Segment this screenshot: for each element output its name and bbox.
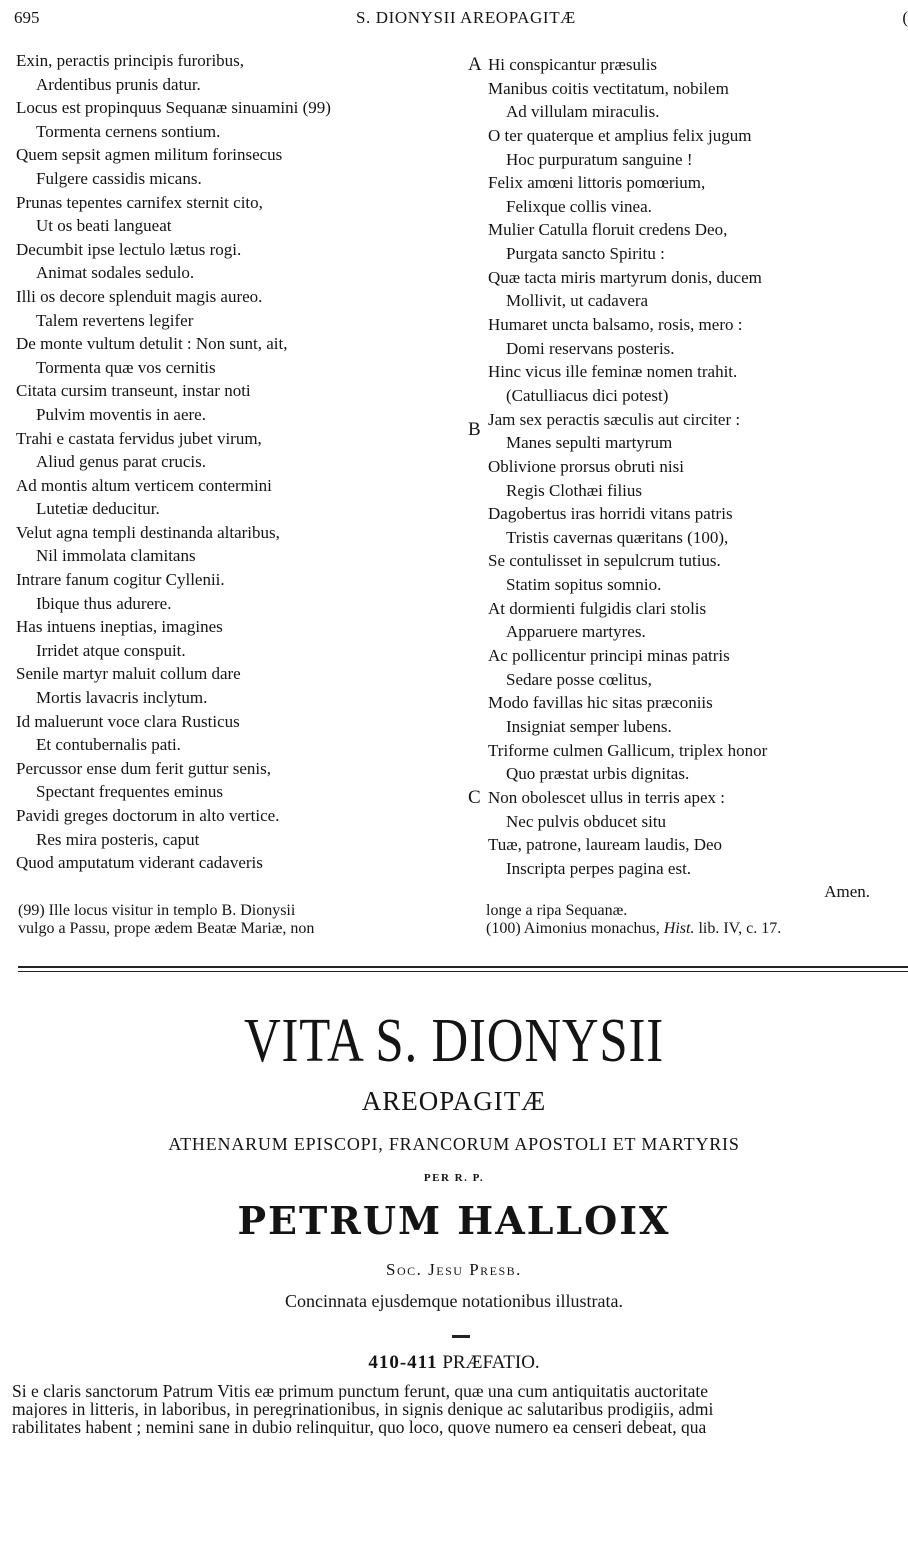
verse-text: Nil immolata clamitans xyxy=(36,546,196,566)
left-verse-line xyxy=(16,450,456,474)
right-verse-line xyxy=(466,715,908,739)
verse-text: Animat sodales sedulo. xyxy=(36,263,195,283)
section-rule-bottom xyxy=(18,971,908,972)
verse-text: Jam sex peractis sæculis aut circiter : xyxy=(488,409,741,429)
footnote-line: vulgo a Passu, prope ædem Beatæ Mariæ, non xyxy=(18,920,315,937)
left-verse-line xyxy=(16,474,456,498)
verse-text: Mollivit, ut cadavera xyxy=(506,291,649,311)
left-verse-line xyxy=(16,309,456,333)
right-verse-line xyxy=(466,242,908,266)
left-verse-line xyxy=(16,379,456,403)
footnote-100 xyxy=(486,902,781,938)
right-verse-line xyxy=(466,171,908,195)
preface-title: PRÆFATIO. xyxy=(442,1352,540,1373)
verse-text: Triforme culmen Gallicum, triplex honor xyxy=(488,740,768,760)
left-verse-line xyxy=(16,686,456,710)
verse-text: Prunas tepentes carnifex sternit cito, xyxy=(16,192,263,212)
verse-text: Talem revertens legifer xyxy=(36,310,194,330)
left-verse-line xyxy=(16,828,456,852)
verse-text: Statim sopitus somnio. xyxy=(506,575,662,595)
right-verse-line xyxy=(466,502,908,526)
left-verse-line xyxy=(16,238,456,262)
verse-text: Ad villulam miraculis. xyxy=(506,102,660,122)
verse-text: Et contubernalis pati. xyxy=(36,735,181,755)
right-verse-line xyxy=(466,124,908,148)
left-verse-line xyxy=(16,733,456,757)
right-verse-line xyxy=(466,833,908,857)
verse-text: Ac pollicentur principi minas patris xyxy=(488,646,730,666)
footnote-line: longe a ripa Sequanæ. xyxy=(486,902,628,919)
footnote-line: (99) Ille locus visitur in templo B. Dionysii xyxy=(18,902,296,919)
verse-text: Has intuens ineptias, imagines xyxy=(16,617,223,637)
right-verse-line xyxy=(466,644,908,668)
verse-text: Tormenta cernens sontium. xyxy=(36,121,221,141)
right-verse-line xyxy=(466,762,908,786)
left-verse-line xyxy=(16,497,456,521)
margin-letter-c: C xyxy=(468,786,481,808)
verse-text: Quem sepsit agmen militum forinsecus xyxy=(16,145,283,165)
verse-text: Tormenta quæ vos cernitis xyxy=(36,357,216,377)
verse-text: Exin, peractis principis furoribus, xyxy=(16,51,245,70)
right-verse-line xyxy=(466,857,908,881)
verse-text: Felix amœni littoris pomœrium, xyxy=(488,173,706,193)
right-verse-line xyxy=(466,549,908,573)
left-verse-line xyxy=(16,191,456,215)
verse-text: Decumbit ipse lectulo lætus rogi. xyxy=(16,239,242,259)
prose-line: majores in litteris, in laboribus, in peregrinationibus, in signis denique ac salutaribus prodigiis, admi xyxy=(12,1400,714,1418)
verse-text: Id maluerunt voce clara Rusticus xyxy=(16,711,240,731)
right-verse-line xyxy=(466,289,908,313)
verse-text: Pulvim moventis in aere. xyxy=(36,404,206,424)
footnote-italic: Hist. xyxy=(663,920,695,937)
verse-text: Percussor ense dum ferit guttur senis, xyxy=(16,758,271,778)
verse-text: Citata cursim transeunt, instar noti xyxy=(16,381,251,401)
per-line: PER R. P. xyxy=(423,1172,485,1184)
amen: Amen. xyxy=(824,882,870,902)
right-verse-line xyxy=(466,148,908,172)
right-verse-line xyxy=(466,691,908,715)
right-verse-line xyxy=(466,337,908,361)
left-verse-line xyxy=(16,427,456,451)
edition-note: Concinnata ejusdemque notationibus illustrata. xyxy=(285,1291,623,1311)
verse-text: (Catulliacus dici potest) xyxy=(506,385,669,405)
left-verse-line xyxy=(16,120,456,144)
verse-text: Humaret uncta balsamo, rosis, mero : xyxy=(488,315,743,335)
right-verse-line xyxy=(466,384,908,408)
left-verse-line xyxy=(16,332,456,356)
verse-text: Quo præstat urbis dignitas. xyxy=(506,764,690,784)
right-verse-line xyxy=(466,479,908,503)
verse-text: Spectant frequentes eminus xyxy=(36,782,223,802)
running-head-edge-mark: ( xyxy=(902,8,908,27)
right-verse-line xyxy=(466,668,908,692)
verse-text: Irridet atque conspuit. xyxy=(36,640,186,660)
verse-text: Senile martyr maluit collum dare xyxy=(16,664,241,684)
author-name: PETRUM HALLOIX xyxy=(237,1198,671,1243)
left-verse-line xyxy=(16,780,456,804)
left-verse-line xyxy=(16,214,456,238)
running-head-title: S. DIONYSII AREOPAGITÆ xyxy=(356,8,576,27)
left-verse-line xyxy=(16,521,456,545)
verse-text: At dormienti fulgidis clari stolis xyxy=(488,598,707,618)
verse-text: Manes sepulti martyrum xyxy=(506,433,673,453)
verse-text: Aliud genus parat crucis. xyxy=(36,452,206,472)
right-verse-line xyxy=(466,313,908,337)
right-verse-line xyxy=(466,455,908,479)
left-verse-line xyxy=(16,710,456,734)
verse-text: Hinc vicus ille feminæ nomen trahit. xyxy=(488,362,738,382)
left-verse-line xyxy=(16,639,456,663)
footnote-99 xyxy=(18,902,468,938)
verse-text: Regis Clothæi filius xyxy=(506,480,643,500)
verse-text: Sedare posse cœlitus, xyxy=(506,669,652,689)
verse-text: De monte vultum detulit : Non sunt, ait, xyxy=(16,334,288,354)
verse-text: Illi os decore splenduit magis aureo. xyxy=(16,286,263,306)
verse-text: Insigniat semper lubens. xyxy=(506,716,672,736)
left-verse-line xyxy=(16,285,456,309)
verse-text: Pavidi greges doctorum in alto vertice. xyxy=(16,806,280,825)
right-verse-line xyxy=(466,620,908,644)
prose-line: rabilitates habent ; nemini sane in dubio relinquitur, quo loco, quove numero ea censeri debeat, qua xyxy=(12,1418,707,1436)
verse-text: Mortis lavacris inclytum. xyxy=(36,688,208,708)
margin-letter-b: B xyxy=(468,418,481,440)
verse-text: Hoc purpuratum sanguine ! xyxy=(506,149,693,169)
sub-title: AREOPAGITÆ xyxy=(361,1086,547,1116)
verse-text: Intrare fanum cogitur Cyllenii. xyxy=(16,570,225,590)
left-verse-line xyxy=(16,261,456,285)
verse-text: Modo favillas hic sitas præconiis xyxy=(488,693,713,713)
right-verse-line xyxy=(466,810,908,834)
verse-text: Dagobertus iras horridi vitans patris xyxy=(488,504,733,524)
left-verse-line xyxy=(16,73,456,97)
verse-text: Tuæ, patrone, lauream laudis, Deo xyxy=(488,835,723,855)
prose-line: Si e claris sanctorum Patrum Vitis eæ primum punctum ferunt, quæ una cum antiquitatis auctoritate xyxy=(12,1382,709,1400)
verse-text: Quod amputatum viderant cadaveris xyxy=(16,853,263,873)
verse-text: Hi conspicantur præsulis xyxy=(488,55,658,74)
verse-text: Manibus coitis vectitatum, nobilem xyxy=(488,78,729,98)
verse-text: Domi reservans posteris. xyxy=(506,338,675,358)
right-verse-line xyxy=(466,739,908,763)
verse-text: Se contulisset in sepulcrum tutius. xyxy=(488,551,721,571)
right-verse-line xyxy=(466,77,908,101)
verse-text: Fulgere cassidis micans. xyxy=(36,168,202,188)
right-verse-line xyxy=(466,526,908,550)
left-verse-line xyxy=(16,96,456,120)
right-verse-line xyxy=(466,431,908,455)
separator-dash xyxy=(452,1335,470,1338)
footnote-text: lib. IV, c. 17. xyxy=(694,920,782,937)
verse-text: Felixque collis vinea. xyxy=(506,196,652,216)
left-verse-line xyxy=(16,757,456,781)
left-verse-line xyxy=(16,403,456,427)
left-verse-line xyxy=(16,544,456,568)
left-verse-line xyxy=(16,568,456,592)
column-numbers: 410-411 xyxy=(368,1352,438,1373)
right-verse-line xyxy=(466,573,908,597)
verse-text: Velut agna templi destinanda altaribus, xyxy=(16,522,280,542)
left-verse-column xyxy=(16,49,456,875)
verse-text: Inscripta perpes pagina est. xyxy=(506,858,692,878)
right-verse-line xyxy=(466,360,908,384)
verse-text: Mulier Catulla floruit credens Deo, xyxy=(488,220,728,240)
verse-text: Quæ tacta miris martyrum donis, ducem xyxy=(488,267,762,287)
preface-heading xyxy=(0,1352,908,1374)
left-verse-line xyxy=(16,615,456,639)
main-title: VITA S. DIONYSII xyxy=(244,1007,664,1075)
verse-text: Res mira posteris, caput xyxy=(36,829,200,849)
verse-text: Oblivione prorsus obruti nisi xyxy=(488,456,684,476)
left-verse-line xyxy=(16,592,456,616)
right-verse-line xyxy=(466,266,908,290)
preface-text xyxy=(12,1382,908,1436)
right-verse-line xyxy=(466,100,908,124)
verse-text: Trahi e castata fervidus jubet virum, xyxy=(16,428,262,448)
right-verse-line xyxy=(466,408,908,440)
footnote-text: (100) Aimonius monachus, xyxy=(486,920,664,937)
left-verse-line xyxy=(16,356,456,380)
verse-text: Purgata sancto Spiritu : xyxy=(506,244,665,264)
right-verse-line xyxy=(466,53,908,77)
verse-text: Tristis cavernas quæritans (100), xyxy=(506,527,729,547)
footnote-line xyxy=(486,920,781,938)
right-verse-line xyxy=(466,786,908,810)
left-verse-line xyxy=(16,49,456,73)
verse-text: Apparuere martyres. xyxy=(506,622,646,642)
left-verse-line xyxy=(16,662,456,686)
verse-text: Ad montis altum verticem contermini xyxy=(16,475,272,495)
right-verse-line xyxy=(466,597,908,621)
right-verse-column xyxy=(466,53,908,904)
verse-text: Non obolescet ullus in terris apex : xyxy=(488,787,726,807)
verse-text: Ibique thus adurere. xyxy=(36,593,172,613)
left-verse-line xyxy=(16,143,456,167)
verse-text: Ardentibus prunis datur. xyxy=(36,74,201,94)
section-rule-top xyxy=(18,966,908,968)
author-affiliation: Soc. Jesu Presb. xyxy=(386,1260,522,1279)
left-verse-line xyxy=(16,804,456,828)
left-verse-line xyxy=(16,851,456,875)
left-verse-line xyxy=(16,167,456,191)
byline: ATHENARUM EPISCOPI, FRANCORUM APOSTOLI ET MARTYRIS xyxy=(168,1134,740,1154)
verse-text: Ut os beati langueat xyxy=(36,216,172,236)
verse-text: Lutetiæ deducitur. xyxy=(36,499,160,519)
margin-letter-a: A xyxy=(468,54,482,75)
right-verse-line xyxy=(466,195,908,219)
verse-text: Nec pulvis obducet situ xyxy=(506,811,667,831)
verse-text: O ter quaterque et amplius felix jugum xyxy=(488,125,752,145)
verse-text: Locus est propinquus Sequanæ sinuamini (99) xyxy=(16,98,331,118)
right-verse-line xyxy=(466,218,908,242)
page-number: 695 xyxy=(14,8,40,27)
